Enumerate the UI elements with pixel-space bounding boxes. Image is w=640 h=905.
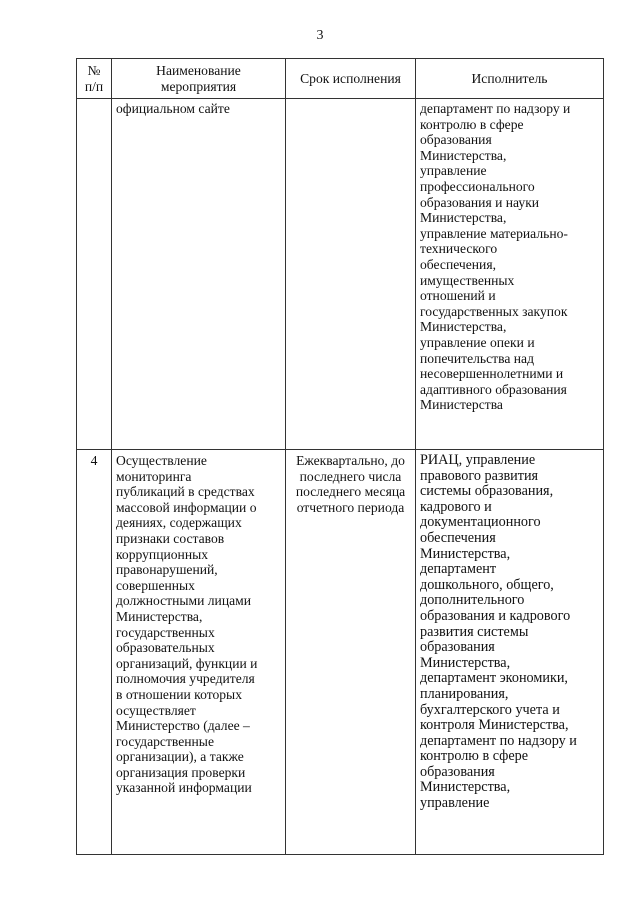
cell-text-line: документационного	[420, 514, 541, 531]
cell-text-line: дошкольного, общего,	[420, 576, 554, 593]
header-num	[77, 59, 112, 99]
cell-text-line: мониторинга	[116, 468, 192, 484]
cell-text-line: официальном сайте	[116, 101, 230, 116]
cell-text-line: имущественных	[420, 272, 515, 288]
cell-text-line: адаптивного образования	[420, 381, 567, 397]
cell-text-line: Ежеквартально, до	[296, 453, 405, 468]
cell-text-line: деяниях, содержащих	[116, 515, 242, 531]
cell-text-line: попечительства над	[420, 350, 534, 366]
cell-text-line: коррупционных	[116, 546, 209, 562]
cell-text-line: Министерства,	[420, 319, 507, 335]
cell-text-line: организации), а также	[116, 749, 244, 765]
cell-text-line: полномочия учредителя	[116, 671, 255, 687]
table-row	[77, 450, 604, 855]
cell-text-line: несовершеннолетними и	[420, 366, 564, 382]
cell-text-line: осуществляет	[116, 702, 196, 718]
cell-text-line: государственных закупок	[420, 303, 568, 319]
cell-text-line: Осуществление	[116, 453, 207, 468]
cell-text-line: Министерства,	[116, 608, 203, 624]
cell-text-line: технического	[420, 241, 498, 257]
cell-text-line: департамент по надзору и	[420, 101, 571, 116]
cell-text-line: образования	[420, 763, 495, 780]
header-deadline: Срок исполнения	[286, 59, 416, 99]
cell-text-line: контролю в сфере	[420, 116, 524, 132]
cell-text-line: бухгалтерского учета и	[420, 701, 560, 718]
table-header-row	[77, 59, 604, 99]
cell-text-line: кадрового и	[420, 498, 492, 515]
cell-text-line: государственные	[116, 733, 214, 749]
cell-text-line: управление опеки и	[420, 334, 535, 350]
cell-text-line: публикаций в средствах	[116, 484, 255, 500]
cell-text-line: департамент экономики,	[420, 670, 568, 687]
measure-name-cell	[112, 450, 286, 855]
cell-text-line: указанной информации	[116, 780, 252, 796]
cell-text-line: департамент по надзору и	[420, 732, 577, 749]
cell-text-line: Министерство (далее –	[116, 718, 250, 734]
header-num-line: п/п	[84, 78, 104, 94]
header-name-line: мероприятия	[160, 78, 237, 94]
cell-text-line: совершенных	[116, 577, 195, 593]
cell-text-line: признаки составов	[116, 530, 225, 546]
cell-text-line: государственных	[116, 624, 215, 640]
cell-text-line: планирования,	[420, 685, 509, 702]
cell-text-line: последнего числа	[299, 468, 402, 484]
cell-text-line: Министерства	[420, 397, 503, 413]
cell-text-line: образования и науки	[420, 194, 540, 210]
cell-text-line: системы образования,	[420, 483, 554, 500]
header-name-line: Наименование	[156, 62, 241, 78]
cell-text-line: отношений и	[420, 288, 496, 304]
cell-text-line: контролю в сфере	[420, 748, 529, 765]
row-number	[77, 99, 112, 450]
cell-text-line: массовой информации о	[116, 499, 257, 515]
cell-text-line: управление материально-	[420, 225, 568, 241]
cell-text-line: образования и кадрового	[420, 607, 571, 624]
cell-text-line: обеспечения	[420, 529, 496, 546]
cell-text-line: развития системы	[420, 623, 529, 640]
cell-text-line: последнего месяца	[295, 484, 406, 500]
cell-text-line: Министерства,	[420, 210, 507, 226]
cell-text-line: РИАЦ, управление	[420, 452, 536, 468]
cell-text-line: образования	[420, 639, 495, 656]
header-num-line: №	[87, 62, 101, 78]
table-row	[77, 99, 604, 450]
executor-cell	[416, 450, 604, 855]
cell-text-line: Министерства,	[420, 779, 511, 796]
cell-text-line: должностными лицами	[116, 593, 252, 609]
row-number: 4	[77, 450, 112, 855]
measures-table	[76, 58, 604, 855]
cell-text-line: правового развития	[420, 467, 539, 484]
header-name	[112, 59, 286, 99]
cell-text-line: правонарушений,	[116, 562, 218, 578]
cell-text-line: департамент	[420, 561, 497, 578]
header-executor: Исполнитель	[416, 59, 604, 99]
cell-text-line: контроля Министерства,	[420, 717, 569, 734]
cell-text-line: Министерства,	[420, 545, 511, 562]
cell-text-line: обеспечения,	[420, 256, 496, 272]
cell-text-line: образования	[420, 132, 492, 148]
cell-text-line: организаций, функции и	[116, 655, 258, 671]
measure-name-cell	[112, 99, 286, 450]
cell-text-line: в отношении которых	[116, 686, 242, 702]
cell-text-line: профессионального	[420, 178, 535, 194]
deadline-cell	[286, 450, 416, 855]
cell-text-line: Министерства,	[420, 654, 511, 671]
cell-text-line: управление	[420, 163, 487, 179]
cell-text-line: отчетного периода	[296, 499, 405, 515]
cell-text-line: Министерства,	[420, 147, 507, 163]
cell-text-line: управление	[420, 795, 490, 812]
page-number: 3	[316, 28, 324, 43]
cell-text-line: образовательных	[116, 640, 215, 656]
cell-text-line: организация проверки	[116, 764, 246, 780]
executor-cell	[416, 99, 604, 450]
cell-text-line: дополнительного	[420, 592, 525, 609]
deadline-cell	[286, 99, 416, 450]
